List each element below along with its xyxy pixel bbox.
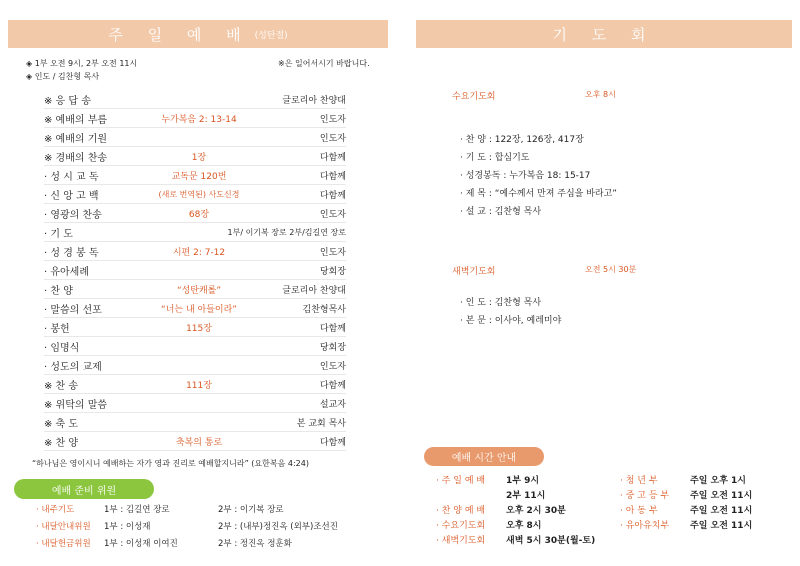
- order-item-leader: 다함께: [319, 437, 346, 448]
- order-row: [44, 223, 346, 242]
- dawn-prayer-item: · 인 도 : 김찬형 목사: [460, 298, 542, 308]
- wed-prayer-item: · 기 도 : 합심기도: [460, 153, 530, 163]
- wed-prayer-item: · 설 교 : 김찬형 목사: [460, 207, 542, 217]
- order-row: [44, 90, 346, 109]
- order-item-label: · 성도의 교제: [44, 361, 102, 373]
- order-row: [44, 261, 346, 280]
- order-item-label: ※ 찬 양: [44, 437, 79, 449]
- prep-committee-title: 예배 준비 위원: [14, 479, 154, 499]
- order-item-detail: “너는 내 아들이라”: [161, 304, 237, 315]
- prep-p1: 1부 : 김길연 장로: [104, 505, 170, 515]
- order-item-detail: “성탄캐롤”: [176, 285, 222, 296]
- prep-p2: 2부 : 이기복 장로: [218, 505, 284, 515]
- order-item-leader: 다함께: [319, 380, 346, 391]
- order-of-worship: [44, 90, 346, 451]
- schedule-time: 1부 9시: [506, 476, 540, 486]
- schedule-name: · 주 일 예 배: [436, 476, 486, 486]
- order-row: [44, 337, 346, 356]
- service-times: ◈ 1부 오전 9시, 2부 오전 11시: [26, 59, 138, 68]
- order-item-label: · 유아세례: [44, 266, 89, 278]
- order-item-label: ※ 예배의 기원: [44, 133, 108, 145]
- prep-p1: 1부 : 이성재 이여진: [104, 539, 178, 549]
- schedule-name: · 유아유치부: [620, 521, 670, 531]
- schedule-row: [620, 474, 752, 489]
- stand-note: ※은 일어서시기 바랍니다.: [278, 59, 370, 68]
- order-item-leader: 다함께: [319, 190, 346, 201]
- order-item-detail: 1장: [191, 152, 207, 163]
- prep-role: · 내달헌금위원: [36, 539, 91, 549]
- order-item-leader: 설교자: [319, 399, 346, 410]
- order-item-leader: 김찬형목사: [302, 304, 346, 315]
- schedule-title: 예배 시간 안내: [424, 447, 544, 466]
- schedule-time: 주일 오전 11시: [690, 521, 753, 531]
- prayer-header: [416, 20, 792, 48]
- wed-prayer-title: 수요기도회: [452, 92, 496, 102]
- order-item-label: · 성 시 교 독: [44, 171, 99, 183]
- order-item-detail: 축복의 통로: [175, 437, 223, 448]
- order-row: [44, 413, 346, 432]
- order-row: [44, 432, 346, 451]
- order-item-label: · 성 경 봉 독: [44, 247, 99, 259]
- order-item-label: ※ 경배의 찬송: [44, 152, 108, 164]
- order-row: [44, 128, 346, 147]
- prayer-title: 기 도 회: [552, 25, 656, 44]
- schedule-row: [620, 489, 752, 504]
- schedule-name: · 수요기도회: [436, 521, 486, 531]
- order-item-leader: 다함께: [319, 323, 346, 334]
- schedule-time: 오후 2시 30분: [506, 506, 566, 516]
- schedule-time: 주일 오후 1시: [690, 476, 746, 486]
- prep-role: · 내달안내위원: [36, 522, 91, 532]
- schedule-row: [620, 519, 752, 534]
- schedule-row: [436, 534, 595, 549]
- schedule-row: [436, 489, 595, 504]
- order-item-leader: 인도자: [319, 114, 346, 125]
- order-item-detail: 115장: [186, 323, 212, 334]
- schedule-time: 오후 8시: [506, 521, 542, 531]
- schedule-name: · 중 고 등 부: [620, 491, 670, 501]
- wed-prayer-time: 오후 8시: [585, 90, 616, 99]
- schedule-row: [436, 519, 595, 534]
- schedule-time: 새벽 5시 30분(월-토): [506, 536, 596, 546]
- order-row: [44, 280, 346, 299]
- order-item-detail: 68장: [188, 209, 210, 220]
- order-item-label: · 임명식: [44, 342, 80, 354]
- order-item-leader: 인도자: [319, 361, 346, 372]
- order-row: [44, 166, 346, 185]
- order-row: [44, 318, 346, 337]
- worship-header: [8, 20, 388, 48]
- dawn-prayer-item: · 본 문 : 이사야, 예레미야: [460, 316, 562, 326]
- order-item-leader: 당회장: [319, 342, 346, 353]
- schedule-row: [620, 504, 752, 519]
- schedule-time: 주일 오전 11시: [690, 506, 753, 516]
- order-row: [44, 375, 346, 394]
- bible-verse: “하나님은 영이시니 예배하는 자가 영과 진리로 예배할지니라” (요한복음 4:24): [32, 459, 309, 468]
- order-row: [44, 147, 346, 166]
- order-item-label: · 기 도: [44, 228, 73, 240]
- prep-role: · 내주기도: [36, 505, 75, 515]
- schedule-row: [436, 504, 595, 519]
- wed-prayer-list: [460, 131, 617, 221]
- order-item-detail: (새로 번역된) 사도신경: [158, 189, 240, 199]
- order-item-label: · 영광의 찬송: [44, 209, 102, 221]
- schedule-name: · 찬 양 예 배: [436, 506, 486, 516]
- schedule-time: 2부 11시: [506, 491, 546, 501]
- order-item-detail: 시편 2: 7-12: [172, 247, 226, 258]
- order-item-label: · 신 앙 고 백: [44, 190, 99, 202]
- order-row: [44, 242, 346, 261]
- schedule-name: · 청 년 부: [620, 476, 658, 486]
- order-item-label: ※ 위탁의 말씀: [44, 399, 108, 411]
- schedule-right: [620, 474, 752, 534]
- order-item-label: ※ 축 도: [44, 418, 79, 430]
- order-item-detail: 누가복음 2: 13-14: [161, 114, 237, 125]
- order-item-leader: 글로리아 찬양대: [282, 285, 346, 296]
- order-item-leader: 인도자: [319, 209, 346, 220]
- order-row: [44, 109, 346, 128]
- schedule-time: 주일 오전 11시: [690, 491, 753, 501]
- order-item-leader: 인도자: [319, 133, 346, 144]
- leader-line: ◈ 인도 / 김찬형 목사: [26, 72, 100, 81]
- dawn-prayer-time: 오전 5시 30분: [585, 265, 637, 274]
- order-item-leader: 다함께: [319, 171, 346, 182]
- order-item-label: ※ 찬 송: [44, 380, 79, 392]
- wed-prayer-item: · 성경봉독 : 누가복음 18: 15-17: [460, 171, 591, 181]
- wed-prayer-item: · 찬 양 : 122장, 126장, 417장: [460, 135, 584, 145]
- order-item-detail: 1부/ 이기복 장로 2부/김길연 장로: [227, 227, 346, 237]
- order-item-label: ※ 응 답 송: [44, 95, 91, 107]
- schedule-name: · 새벽기도회: [436, 536, 486, 546]
- order-item-leader: 본 교회 목사: [296, 418, 346, 429]
- order-row: [44, 204, 346, 223]
- order-item-label: ※ 예배의 부름: [44, 114, 108, 126]
- worship-title: 주 일 예 배: [108, 25, 251, 44]
- prep-p2: 2부 : (내부)정진옥 (외부)조선진: [218, 522, 338, 532]
- order-row: [44, 356, 346, 375]
- order-item-leader: 당회장: [319, 266, 346, 277]
- dawn-prayer-list: [460, 294, 561, 330]
- order-item-leader: 인도자: [319, 247, 346, 258]
- schedule-row: [436, 474, 595, 489]
- order-row: [44, 394, 346, 413]
- order-item-label: · 봉헌: [44, 323, 70, 335]
- order-item-label: · 찬 양: [44, 285, 73, 297]
- order-item-leader: 글로리아 찬양대: [282, 95, 346, 106]
- worship-subtitle: (성탄절): [254, 30, 288, 41]
- wed-prayer-item: · 제 목 : “예수께서 만져 주심을 바라고”: [460, 189, 617, 199]
- schedule-name: [436, 489, 506, 504]
- order-row: [44, 299, 346, 318]
- order-item-label: · 말씀의 선포: [44, 304, 102, 316]
- order-item-leader: 다함께: [319, 152, 346, 163]
- schedule-left: [436, 474, 595, 549]
- schedule-name: · 아 동 부: [620, 506, 658, 516]
- dawn-prayer-title: 새벽기도회: [452, 267, 496, 277]
- prep-p1: 1부 : 이성재: [104, 522, 151, 532]
- order-item-detail: 111장: [186, 380, 212, 391]
- prep-p2: 2부 : 정진옥 정훈화: [218, 539, 292, 549]
- order-item-detail: 교독문 120번: [171, 171, 227, 182]
- order-row: [44, 185, 346, 204]
